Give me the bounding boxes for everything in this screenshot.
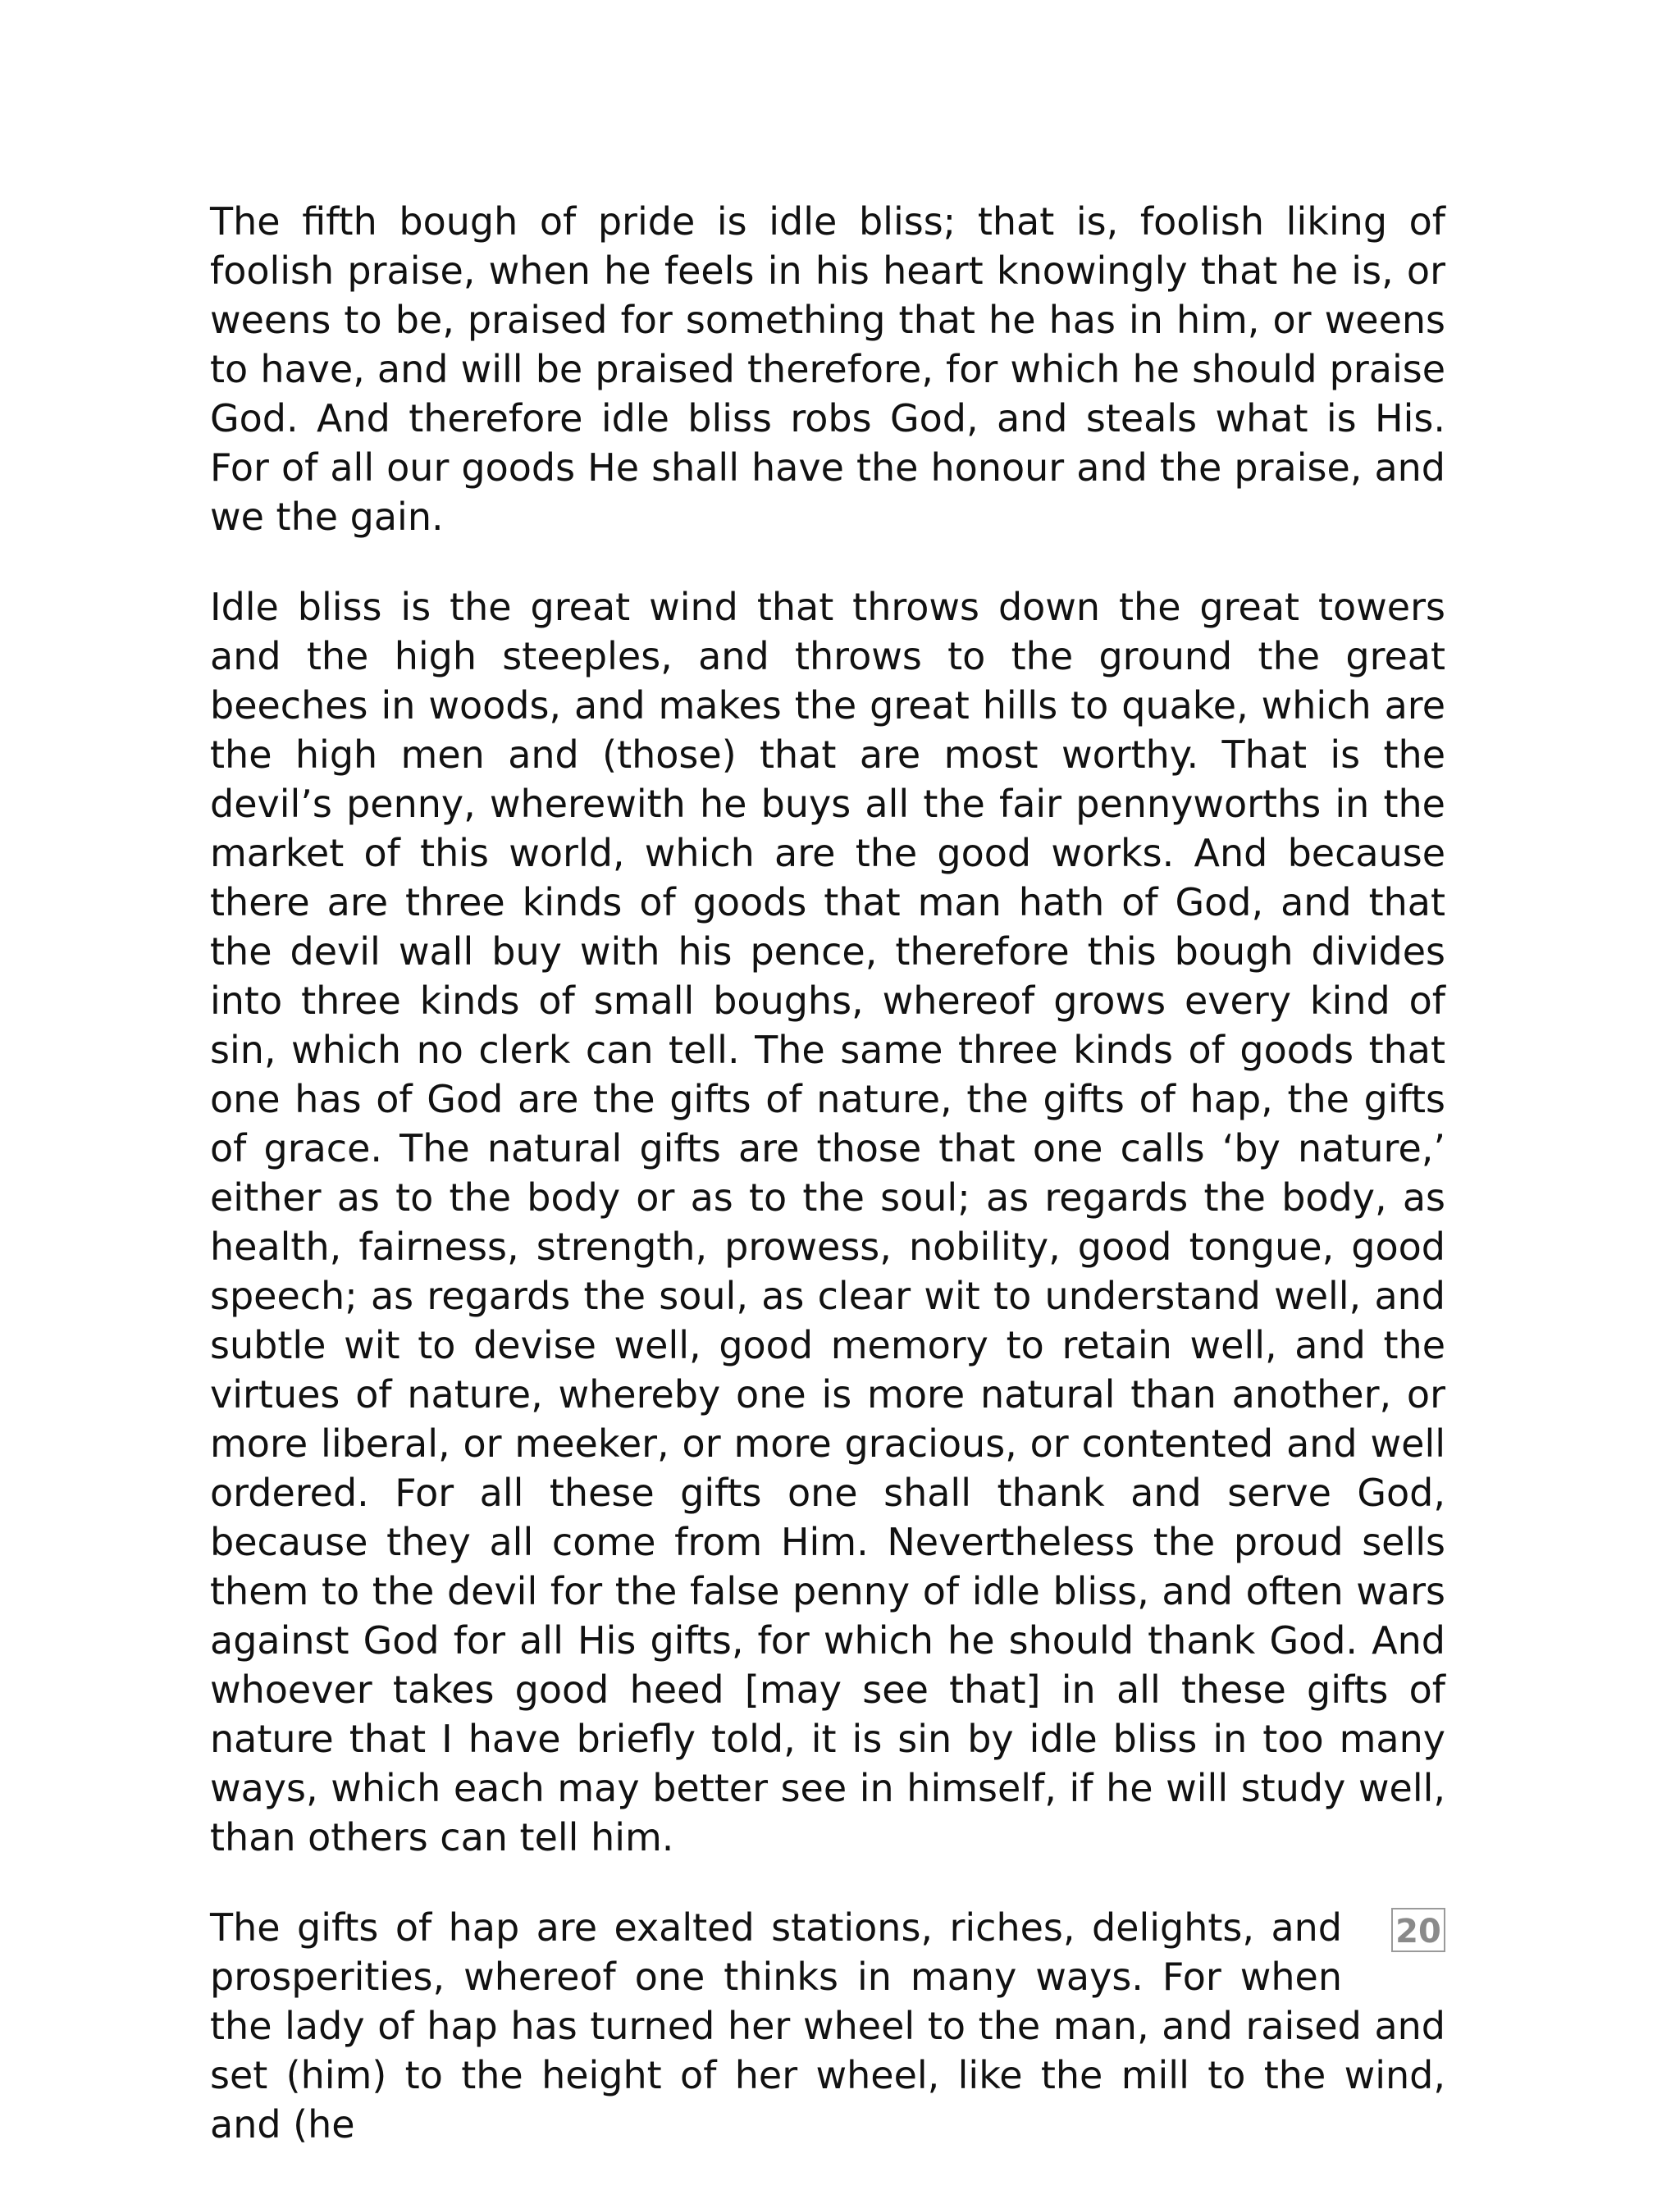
paragraph-gifts-of-hap-text: The gifts of hap are exalted stations, riches, delights, and prosperities, whereof one thinks in many ways. For when the lady of hap has turned her wheel to the man, and raised and set (him) to the height of her wheel, like the mill to the wind, and (he bbox=[210, 1905, 1445, 2147]
page-number-badge: 20 bbox=[1391, 1908, 1445, 1952]
paragraph-idle-bliss-wind: Idle bliss is the great wind that throws down the great towers and the high steeples, and throws to the ground the great beeches in woods, and makes the great hills to quake, which are the high men and (those) that are most worthy. That is the devil’s penny, wherewith he buys all the fair pennyworths in the market of this world, which are the good works. And because there are three kinds of goods that man hath of God, and that the devil wall buy with his pence, therefore this bough divides into three kinds of small boughs, whereof grows every kind of sin, which no clerk can tell. The same three kinds of goods that one has of God are the gifts of nature, the gifts of hap, the gifts of grace. The natural gifts are those that one calls ‘by nature,’ either as to the body or as to the soul; as regards the body, as health, fairness, strength, prowess, nobility, good tongue, good speech; as regards the soul, as clear wit to understand well, and subtle wit to devise well, good memory to retain well, and the virtues of nature, whereby one is more natural than another, or more liberal, or meeker, or more gracious, or contented and well ordered. For all these gifts one shall thank and serve God, because they all come from Him. Nevertheless the proud sells them to the devil for the false penny of idle bliss, and often wars against God for all His gifts, for which he should thank God. And whoever takes good heed [may see that] in all these gifts of nature that I have briefly told, it is sin by idle bliss in too many ways, which each may better see in himself, if he will study well, than others can tell him. bbox=[210, 585, 1445, 1859]
document-page bbox=[210, 197, 1445, 2190]
paragraph-idle-bliss-intro: The fifth bough of pride is idle bliss; that is, foolish liking of foolish praise, when he feels in his heart knowingly that he is, or weens to be, praised for something that he has in him, or weens to have, and will be praised therefore, for which he should praise God. And therefore idle bliss robs God, and steals what is His. For of all our goods He shall have the honour and the praise, and we the gain. bbox=[210, 199, 1445, 539]
paragraph-gifts-of-hap bbox=[210, 1903, 1445, 2149]
